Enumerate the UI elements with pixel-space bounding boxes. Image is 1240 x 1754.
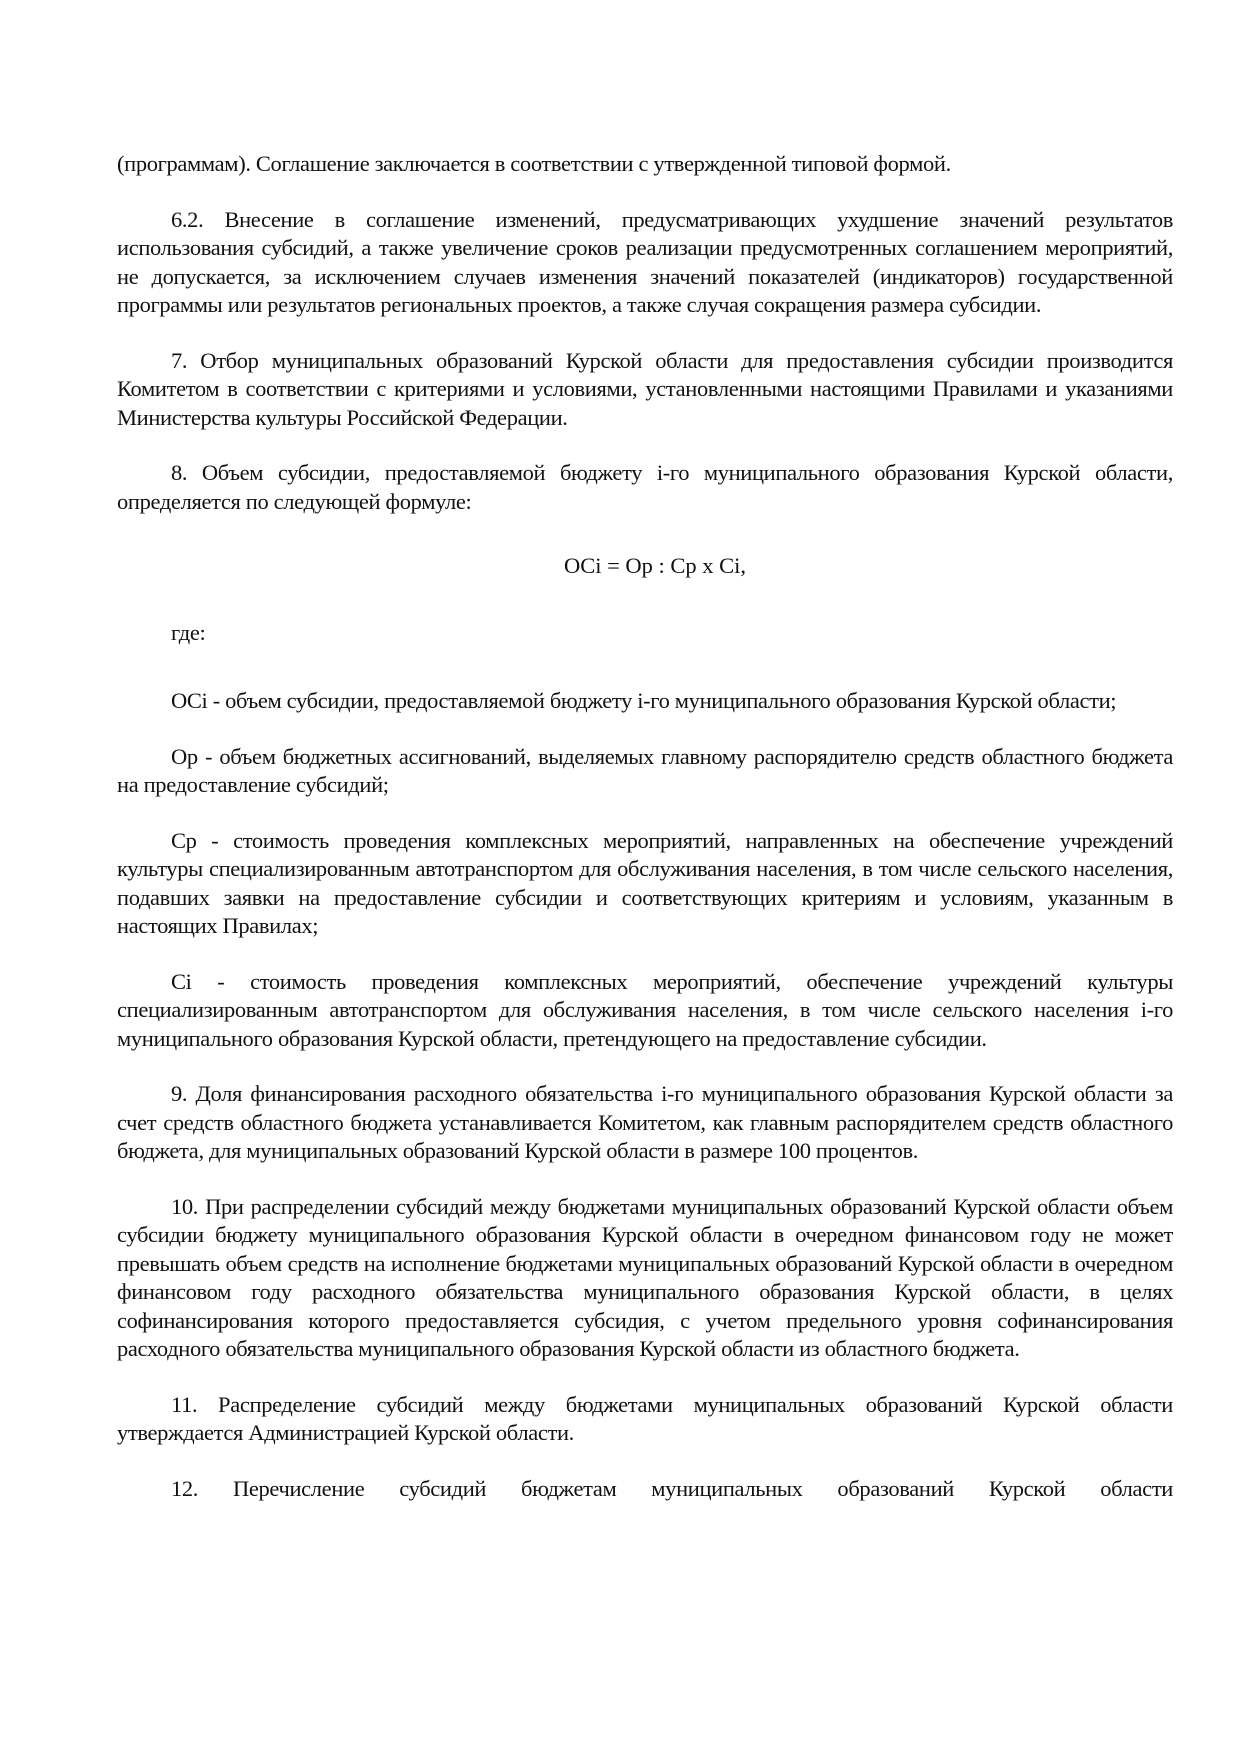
definition-cp: Cp - стоимость проведения комплексных мероприятий, направленных на обеспечение учреждений культуры специализированным автотранспортом для обслуживания населения, в том числе сельского населения, подавших заявки на предоставление субсидии и соответствующих критериям и условиям, указанным в настоящих Правилах; [117, 827, 1173, 938]
document-page [117, 150, 1173, 1503]
paragraph-11: 11. Распределение субсидий между бюджетами муниципальных образований Курской области утверждается Администрацией Курской области. [117, 1391, 1173, 1445]
paragraph-6-2: 6.2. Внесение в соглашение изменений, предусматривающих ухудшение значений результатов использования субсидий, а также увеличение сроков реализации предусмотренных соглашением мероприятий, не допускается, за исключением случаев изменения значений показателей (индикаторов) государственной программы или результатов региональных проектов, а также случая сокращения размера субсидии. [117, 206, 1173, 317]
definition-op: Op - объем бюджетных ассигнований, выделяемых главному распорядителю средств областного бюджета на предоставление субсидий; [117, 743, 1173, 797]
definition-oci: OCi - объем субсидии, предоставляемой бюджету i-го муниципального образования Курской области; [171, 688, 1117, 713]
formula: OCi = Op : Cp x Ci, [563, 553, 747, 578]
paragraph-12: 12. Перечисление субсидий бюджетам муниципальных образований Курской области [171, 1475, 1173, 1501]
paragraph-8: 8. Объем субсидии, предоставляемой бюджету i-го муниципального образования Курской области, определяется по следующей формуле: [117, 460, 1173, 514]
paragraph-continuation: (программам). Соглашение заключается в соответствии с утвержденной типовой формой. [117, 151, 951, 176]
formula-where-label: где: [171, 619, 206, 645]
paragraph-7: 7. Отбор муниципальных образований Курской области для предоставления субсидии производится Комитетом в соответствии с критериями и условиями, установленными настоящими Правилами и указаниями Министерства культуры Российской Федерации. [117, 347, 1173, 430]
paragraph-10: 10. При распределении субсидий между бюджетами муниципальных образований Курской области объем субсидии бюджету муниципального образования Курской области в очередном финансовом году не может превышать объем средств на исполнение бюджетами муниципальных образований Курской области в очередном финансовом году расходного обязательства муниципального образования Курской области, в целях софинансирования которого предоставляется субсидия, с учетом предельного уровня софинансирования расходного обязательства муниципального образования Курской области из областного бюджета. [117, 1193, 1173, 1361]
definition-ci: Ci - стоимость проведения комплексных мероприятий, обеспечение учреждений культуры специализированным автотранспортом для обслуживания населения, в том числе сельского населения i-го муниципального образования Курской области, претендующего на предоставление субсидии. [117, 968, 1173, 1051]
paragraph-9: 9. Доля финансирования расходного обязательства i-го муниципального образования Курской области за счет средств областного бюджета устанавливается Комитетом, как главным распорядителем средств областного бюджета, для муниципальных образований Курской области в размере 100 процентов. [117, 1081, 1173, 1163]
